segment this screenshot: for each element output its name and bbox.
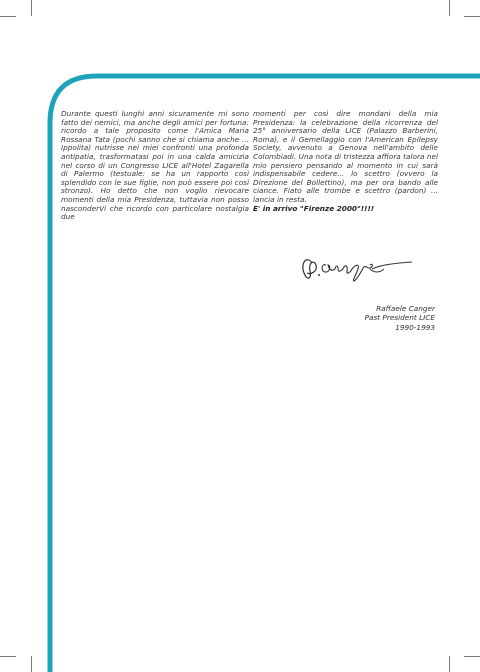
letter-closing: E' in arrivo "Firenze 2000"!!!! [253, 203, 375, 213]
signer-title: Past President LICE [364, 313, 435, 323]
signer-name: Raffaele Canger [376, 304, 435, 313]
signer-block [365, 304, 435, 332]
signature [298, 251, 418, 285]
letter-left-column: Durante questi lunghi anni sicuramente mi sono fatto dei nemici, ma anche degli amici per fortuna: ricordo a tale proposito come l'Amica Maria Rossana Tata (pochi sanno che si chiama anche ... Ippolita) nutrisse nei miei confronti una profonda antipatia, trasformatasi poi in una calda amicizia nel corso di un Congresso LICE all'Hotel Zagarella di Palermo (testuale: se ha un rapporto così splendido con le sue figlie, non può essere poi così stronzo). Ho detto che non voglio rievocare momenti della mia Presidenza, tuttavia non posso nasconderVi che ricordo con particolare nostalgia due [61, 109, 249, 222]
letter-right-column: momenti per così dire mondani della mia Presidenza: la celebrazione della ricorrenza del 25° anniversario della LICE (Palazzo Barberini, Roma), e il Gemellaggio con l'American Epilepsy Society, avvenuto a Genova nell'ambito delle Colombiadi. Una nota di tristezza affiora talora nel mio pensiero pensando al momento in cui sarà indispensabile cedere... lo scettro (ovvero la Direzione del Bollettino), ma per ora bando alle ciance. Fiato alle trombe e scettro (pardon) ... lancia in resta. [253, 109, 438, 204]
letter-right-column-block [253, 110, 438, 213]
signer-years: 1990-1993 [395, 322, 435, 332]
